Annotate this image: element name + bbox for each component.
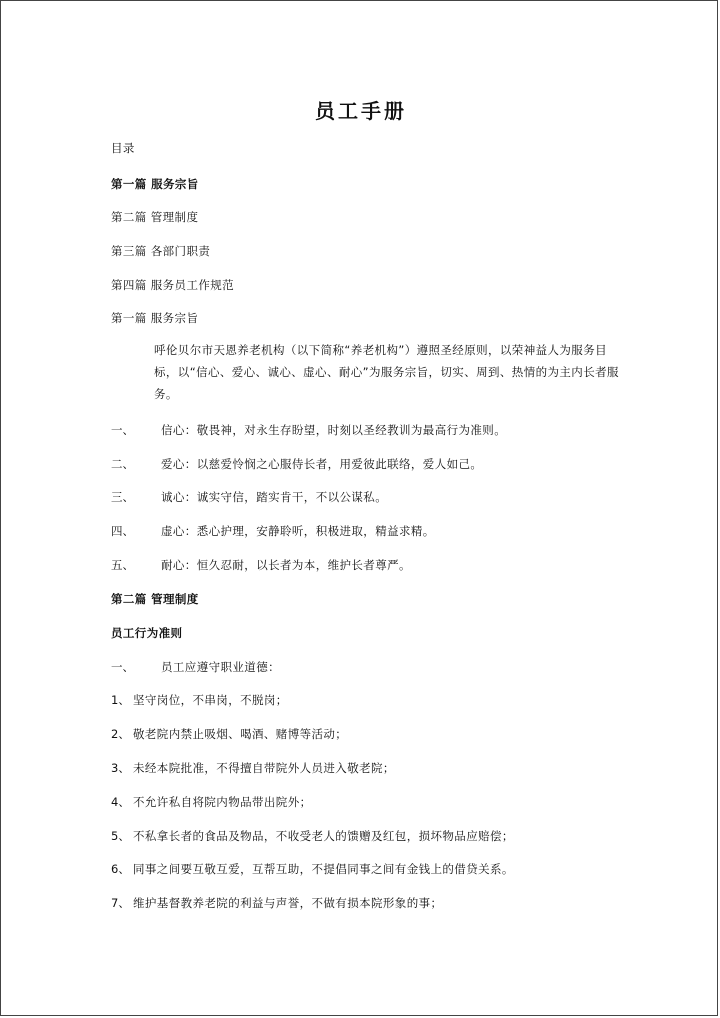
rule-text: 同事之间要互敬互爱，互帮互助，不提倡同事之间有金钱上的借贷关系。	[133, 862, 514, 876]
toc-item: 第二篇 管理制度	[111, 210, 199, 224]
toc-item: 第四篇 服务员工作规范	[111, 278, 235, 292]
rule-text: 不私拿长者的食品及物品，不收受老人的馈赠及红包，损坏物品应赔偿；	[133, 829, 514, 843]
principle-text: 诚心：诚实守信，踏实肯干，不以公谋私。	[161, 490, 388, 504]
toc-item: 第三篇 各部门职责	[111, 244, 211, 258]
principle-text: 信心：敬畏神，对永生存盼望，时刻以圣经教训为最高行为准则。	[161, 423, 507, 437]
principle-text: 虚心：悉心护理，安静聆听，积极进取，精益求精。	[161, 524, 435, 538]
subsection-heading: 员工行为准则	[111, 626, 183, 640]
section-heading: 第二篇 管理制度	[111, 592, 199, 606]
rule-number: 1、	[111, 693, 130, 707]
toc-label: 目录	[111, 141, 135, 155]
rule-text: 维护基督教养老院的利益与声誉，不做有损本院形象的事；	[133, 896, 443, 910]
rule-number: 3、	[111, 761, 130, 775]
principle-number: 四、	[111, 524, 134, 538]
rule-number: 5、	[111, 829, 130, 843]
rule-number: 2、	[111, 727, 130, 741]
rule-head-text: 员工应遵守职业道德：	[161, 660, 280, 674]
principle-number: 五、	[111, 558, 134, 572]
principle-number: 二、	[111, 457, 134, 471]
rule-text: 未经本院批准，不得擅自带院外人员进入敬老院；	[133, 761, 395, 775]
toc-item: 第一篇 服务宗旨	[111, 177, 199, 191]
rule-number: 6、	[111, 862, 130, 876]
document-title: 员工手册	[315, 99, 407, 123]
rule-text: 敬老院内禁止吸烟、喝酒、赌博等活动；	[133, 727, 348, 741]
rule-head-number: 一、	[111, 660, 134, 674]
principle-text: 爱心：以慈爱怜悯之心服侍长者，用爱彼此联络，爱人如己。	[161, 457, 483, 471]
intro-paragraph: 呼伦贝尔市天恩养老机构（以下简称“养老机构”）遵照圣经原则，以荣神益人为服务目标，以“信心、爱心、诚心、虚心、耐心”为服务宗旨，切实、周到、热情的为主内长者服务。	[154, 343, 619, 401]
section-heading: 第一篇 服务宗旨	[111, 311, 199, 325]
rule-text: 不允许私自将院内物品带出院外；	[133, 795, 312, 809]
rule-number: 4、	[111, 795, 130, 809]
rule-text: 坚守岗位，不串岗，不脱岗；	[133, 693, 288, 707]
rule-number: 7、	[111, 896, 130, 910]
principle-number: 三、	[111, 490, 134, 504]
principle-number: 一、	[111, 423, 134, 437]
principle-text: 耐心：恒久忍耐，以长者为本，维护长者尊严。	[161, 558, 411, 572]
